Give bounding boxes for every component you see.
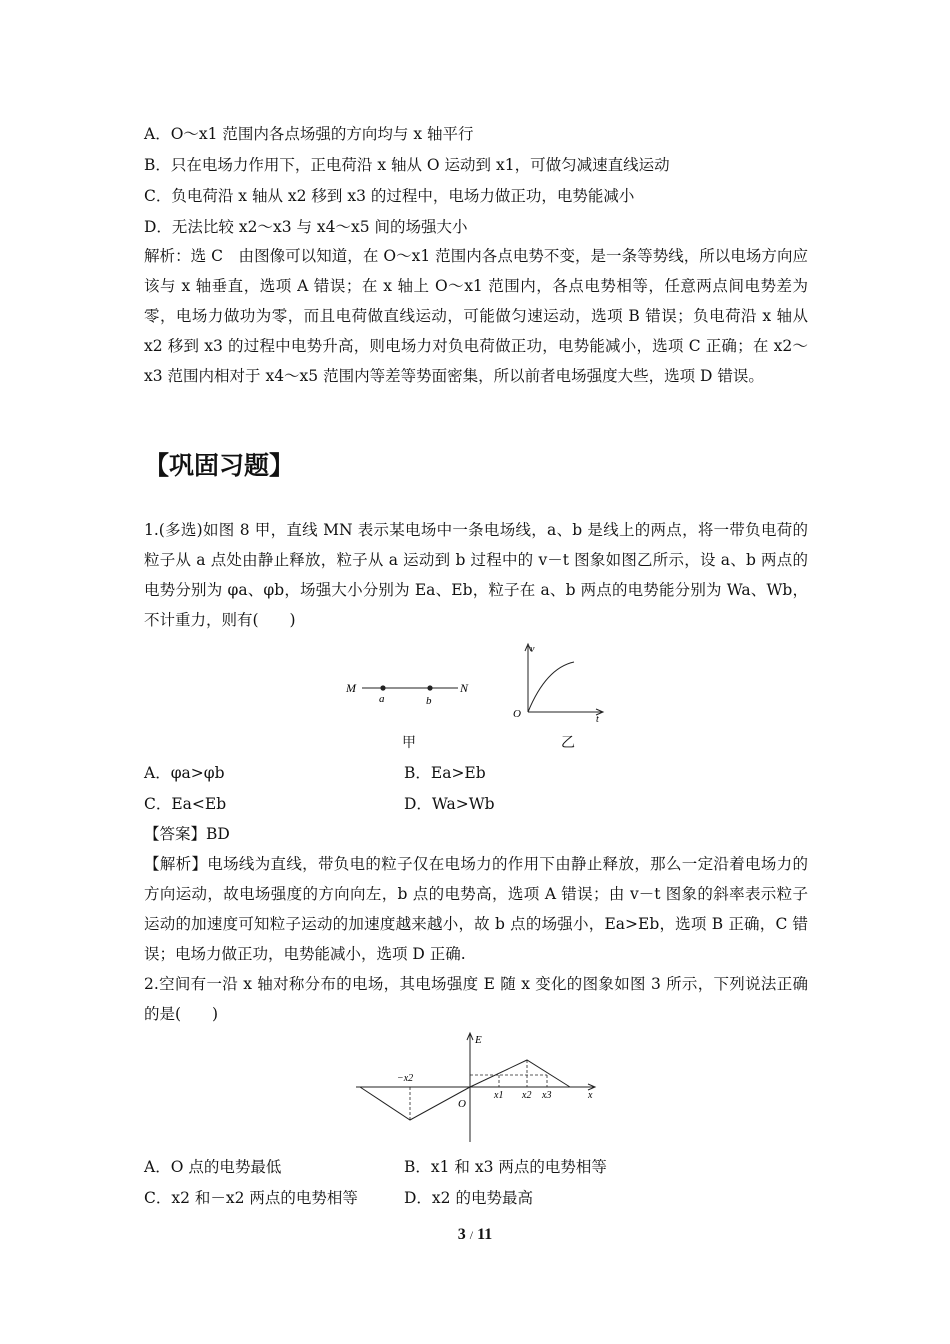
label-x: x xyxy=(588,1090,593,1101)
page-current: 3 xyxy=(457,1226,466,1243)
point-a-dot xyxy=(380,685,385,690)
label-o: O xyxy=(458,1098,466,1110)
prev-option-b: B．只在电场力作用下，正电荷沿 x 轴从 O 运动到 x1，可做匀减速直线运动 xyxy=(144,156,670,174)
q1-analysis: 【解析】电场线为直线，带负电的粒子仅在电场力的作用下由静止释放，那么一定沿着电场力的方向运动，故电场强度的方向向左，b 点的电势高，选项 A 错误；由 v－t 图象的斜率表示粒子运动的加速度可知粒子运动的加速度越来越小，故 b 点的场强小，Ea>Eb，选项 B 正确，C 错误；电场力做正功，电势能减小，选项 D 正确. xyxy=(144,855,808,963)
q1-option-c: C．Ea<Eb xyxy=(144,795,227,813)
q1-option-d: D．Wa>Wb xyxy=(404,795,495,813)
figure-jia xyxy=(340,640,475,710)
e-curve xyxy=(360,1060,570,1120)
q1-option-a: A．φa>φb xyxy=(144,764,225,782)
caption-jia: 甲 xyxy=(402,735,416,751)
vt-curve xyxy=(528,662,574,712)
label-x1: x1 xyxy=(494,1090,504,1101)
prev-option-a: A．O～x1 范围内各点场强的方向均与 x 轴平行 xyxy=(144,125,474,143)
label-m: M xyxy=(346,681,356,695)
label-a: a xyxy=(379,693,385,705)
prev-analysis: 解析：选 C 由图像可以知道，在 O～x1 范围内各点电势不变，是一条等势线，所以电场方向应该与 x 轴垂直，选项 A 错误；在 x 轴上 O～x1 范围内，各点电势相等，任意两点间电势差为零，电场力做功为零，而且电荷做直线运动，可能做匀速运动，选项 B 错误；负电荷沿 x 轴从 x2 移到 x3 的过程中电势升高，则电场力对负电荷做正功，电势能减小，选项 C 正确；在 x2～x3 范围内相对于 x4～x5 范围内等差等势面密集，所以前者电场强度大些，选项 D 错误。 xyxy=(144,247,808,385)
q2-stem: 2.空间有一沿 x 轴对称分布的电场，其电场强度 E 随 x 变化的图象如图 3 所示，下列说法正确的是( ) xyxy=(144,975,808,1023)
point-b-dot xyxy=(427,685,432,690)
figure-yi xyxy=(508,640,613,725)
page-number xyxy=(0,1226,950,1244)
q2-option-a: A．O 点的电势最低 xyxy=(144,1158,282,1176)
q1-answer: 【答案】BD xyxy=(144,825,230,843)
label-x2: x2 xyxy=(522,1090,532,1101)
label-x3: x3 xyxy=(542,1090,552,1101)
q1-option-b: B．Ea>Eb xyxy=(404,764,486,782)
label-b: b xyxy=(426,695,432,707)
caption-yi: 乙 xyxy=(561,735,575,751)
label-e: E xyxy=(475,1034,482,1046)
prev-option-c: C．负电荷沿 x 轴从 x2 移到 x3 的过程中，电场力做正功，电势能减小 xyxy=(144,187,635,205)
page-separator: / xyxy=(469,1228,474,1242)
q2-option-b: B．x1 和 x3 两点的电势相等 xyxy=(404,1158,607,1176)
label-t: t xyxy=(596,714,599,725)
q1-stem: 1.(多选)如图 8 甲，直线 MN 表示某电场中一条电场线，a、b 是线上的两点，将一带负电荷的粒子从 a 点处由静止释放，粒子从 a 运动到 b 过程中的 v－t 图象如图乙所示，设 a、b 两点的电势分别为 φa、φb，场强大小分别为 Ea、Eb，粒子在 a、b 两点的电势能分别为 Wa、Wb，不计重力，则有( ) xyxy=(144,521,808,629)
section-heading: 【巩固习题】 xyxy=(144,451,295,480)
figure-e-x xyxy=(350,1030,605,1145)
label-n: N xyxy=(460,681,469,695)
label-neg-x2: −x2 xyxy=(397,1073,414,1084)
label-o: O xyxy=(513,708,521,720)
prev-option-d: D．无法比较 x2～x3 与 x4～x5 间的场强大小 xyxy=(144,218,468,236)
q2-option-c: C．x2 和－x2 两点的电势相等 xyxy=(144,1189,358,1207)
label-v: v xyxy=(530,644,535,655)
q2-option-d: D．x2 的电势最高 xyxy=(404,1189,533,1207)
page-total: 11 xyxy=(477,1226,493,1243)
